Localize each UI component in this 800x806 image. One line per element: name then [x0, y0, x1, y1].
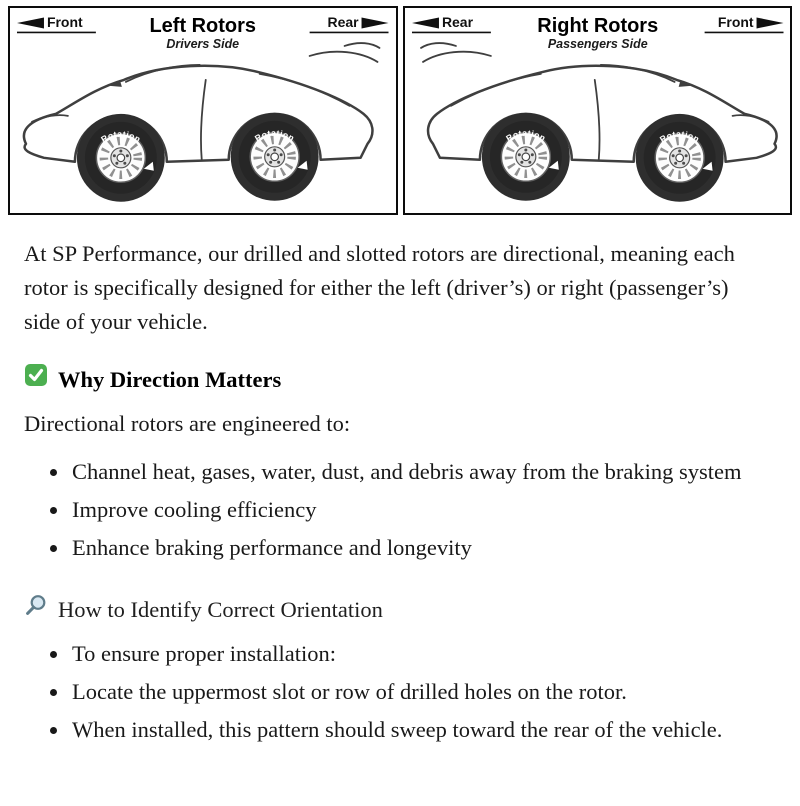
front-right-arrow-icon: [756, 17, 783, 28]
left-rotors-figure: [10, 8, 396, 213]
section-heading-why-direction: [24, 363, 770, 397]
panel-title: Right Rotors: [536, 14, 658, 37]
benefits-list: [24, 455, 750, 565]
panel-subtitle: Passengers Side: [547, 36, 648, 51]
engineered-lead: Directional rotors are engineered to:: [24, 410, 351, 436]
right-rotors-figure: [405, 8, 791, 213]
magnifier-icon: [24, 593, 48, 627]
rotation-label: Rotation: [657, 128, 701, 145]
article-body: [0, 219, 800, 747]
corner-label-rear: Rear: [441, 13, 473, 30]
rotor-direction-diagram: [8, 6, 792, 215]
panel-subtitle: Drivers Side: [166, 36, 240, 51]
list-item: • Channel heat, gases, water, dust, and debris away from the braking system: [70, 455, 750, 489]
rotation-label: Rotation: [503, 127, 548, 144]
panel-title: Left Rotors: [149, 14, 256, 37]
orientation-list: [24, 637, 750, 747]
heading-text: Why Direction Matters: [58, 366, 282, 392]
corner-label-front: Front: [46, 13, 83, 30]
left-rotors-panel: [8, 6, 398, 215]
right-rotors-panel: [403, 6, 793, 215]
rear-right-arrow-icon: [362, 17, 389, 28]
intro-paragraph: At SP Performance, our drilled and slotted rotors are directional, meaning each rotor is specifically designed for either the left (driver’s) or right (passenger’s) side of your vehicle.: [24, 240, 735, 334]
rear-left-arrow-icon: [411, 17, 438, 28]
heading-text: How to Identify Correct Orientation: [58, 596, 383, 622]
car-silhouette: [24, 43, 380, 202]
list-item: • When installed, this pattern should sweep toward the rear of the vehicle.: [70, 713, 750, 747]
check-icon: [24, 363, 48, 397]
section-heading-orientation: [24, 593, 770, 627]
list-item: • Enhance braking performance and longevity: [70, 531, 750, 565]
car-silhouette-mirrored: [420, 43, 776, 202]
rotation-label: Rotation: [252, 127, 297, 144]
rotation-label: Rotation: [99, 128, 143, 145]
corner-label-rear: Rear: [327, 13, 359, 30]
front-left-arrow-icon: [17, 17, 44, 28]
list-item: • Improve cooling efficiency: [70, 493, 750, 527]
list-item: • Locate the uppermost slot or row of drilled holes on the rotor.: [70, 675, 750, 709]
list-item: • To ensure proper installation:: [70, 637, 750, 671]
corner-label-front: Front: [717, 13, 754, 30]
